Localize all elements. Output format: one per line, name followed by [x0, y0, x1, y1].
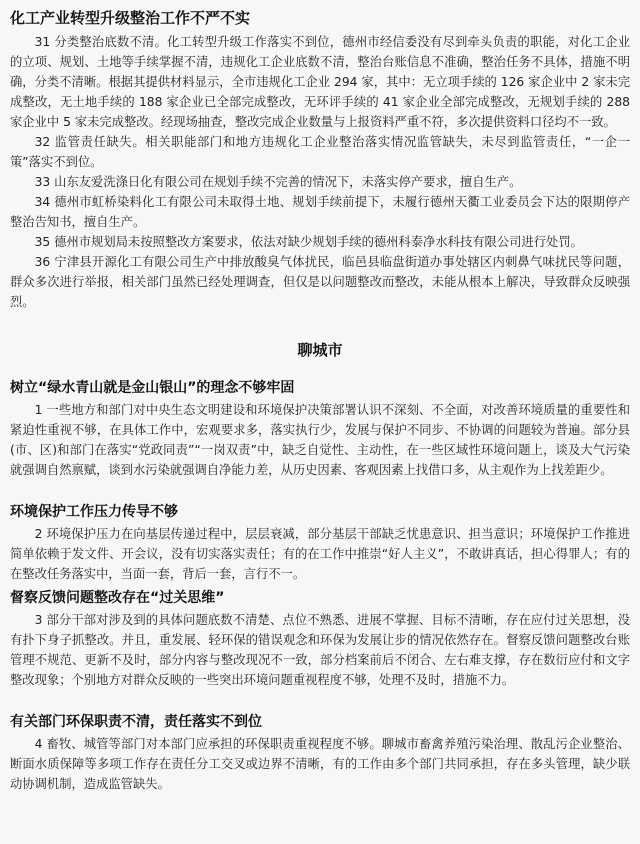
section-heading: 树立“绿水青山就是金山银山”的理念不够牢固 — [10, 380, 295, 396]
section-heading: 环境保护工作压力传导不够 — [10, 504, 178, 520]
paragraph-3: 3 部分干部对涉及到的具体问题底数不清楚、点位不熟悉、进展不掌握、目标不清晰，存在应付过关思想，没有扑下身子抓整改。并且，重发展、轻环保的错误观念和环保为发展让步的情况依然存在。督察反馈问题整改台账管理不规范、更新不及时，部分内容与整改现况不一致，部分档案前后不闭合、左右难支撑，存在数衍应付和文字整改现象；个别地方对群众反映的一些突出环境问题重视程度不够，处理不及时，措施不力。 — [10, 613, 630, 687]
section-green-mountains — [10, 378, 630, 480]
section-rectification — [10, 588, 630, 690]
section-heading: 督察反馈问题整改存在“过关思维” — [10, 590, 225, 606]
paragraph-1: 1 一些地方和部门对中央生态文明建设和环境保护决策部署认识不深刻、不全面，对改善环境质量的重要性和紧迫性重视不够，在具体工作中，宏观要求多，落实执行少，发展与保护不同步、不协调的问题较为普遍。部分县(市、区)和部门在落实“党政同责”“一岗双责”中，缺乏自觉性、主动性，在一些区域性环境问题上，谈及大气污染就强调自然禀赋，谈到水污染就强调自净能力差，从历史因素、客观因素上找借口多，从主观作为上找差距少。 — [10, 403, 630, 477]
paragraph-33: 33 山东友爱洗涤日化有限公司在规划手续不完善的情况下，未落实停产要求，擅自生产。 — [34, 175, 522, 189]
section-heading: 化工产业转型升级整治工作不严不实 — [10, 9, 251, 27]
section-pressure-transfer — [10, 502, 630, 584]
section-department-duties — [10, 712, 630, 794]
paragraph-31: 31 分类整治底数不清。化工转型升级工作落实不到位，德州市经信委没有尽到牵头负责的职能，对化工企业的立项、规划、土地等手续掌握不清，违规化工企业底数不清，整治台账信息不准确，整治任务不具体，措施不明确，分类不清晰。根据其提供材料显示，全市违规化工企业 294 家，其中：无立项手续的 126 家企业中 2 家未完成整改，无土地手续的 188 家企业已全部完成整改，无环评手续的 41 家企业全部完成整改，无规划手续的 288 家企业中 5 家未完成整改。经现场抽查，整改完成企业数量与上报资料严重不符，多次提供资料口径均不一致。 — [10, 35, 630, 129]
paragraph-36: 36 宁津县开源化工有限公司生产中排放酸臭气体扰民，临邑县临盘街道办事处辖区内刺鼻气味扰民等问题，群众多次进行举报，相关部门虽然已经处理调查，但仅是以问题整改而整改，未能从根本上解决，导致群众反映强烈。 — [10, 255, 630, 309]
paragraph-2: 2 环境保护压力在向基层传递过程中，层层衰减，部分基层干部缺乏忧患意识、担当意识；环境保护工作推进简单依赖于发文件、开会议，没有切实落实责任；有的在工作中推崇“好人主义”，不敢讲真话，担心得罪人；有的在整改任务落实中，当面一套，背后一套，言行不一。 — [10, 527, 630, 581]
section-heading: 有关部门环保职责不清，责任落实不到位 — [10, 714, 262, 730]
paragraph-4: 4 畜牧、城管等部门对本部门应承担的环保职责重视程度不够。聊城市畜禽养殖污染治理、散乱污企业整治、断面水质保障等多项工作存在责任分工交叉或边界不清晰，有的工作由多个部门共同承担，存在多头管理，缺少联动协调机制，造成监管缺失。 — [10, 737, 630, 791]
paragraph-34: 34 德州市虹桥染料化工有限公司未取得土地、规划手续前提下，未履行德州天衢工业委员会下达的限期停产整治告知书，擅自生产。 — [10, 195, 630, 229]
section-chemical-industry — [10, 8, 630, 312]
city-title: 聊城市 — [297, 341, 343, 359]
paragraph-32: 32 监管责任缺失。相关职能部门和地方违规化工企业整治落实情况监管缺失，未尽到监管责任，“一企一策”落实不到位。 — [10, 135, 630, 169]
paragraph-35: 35 德州市规划局未按照整改方案要求，依法对缺少规划手续的德州科泰净水科技有限公司进行处罚。 — [34, 235, 583, 249]
